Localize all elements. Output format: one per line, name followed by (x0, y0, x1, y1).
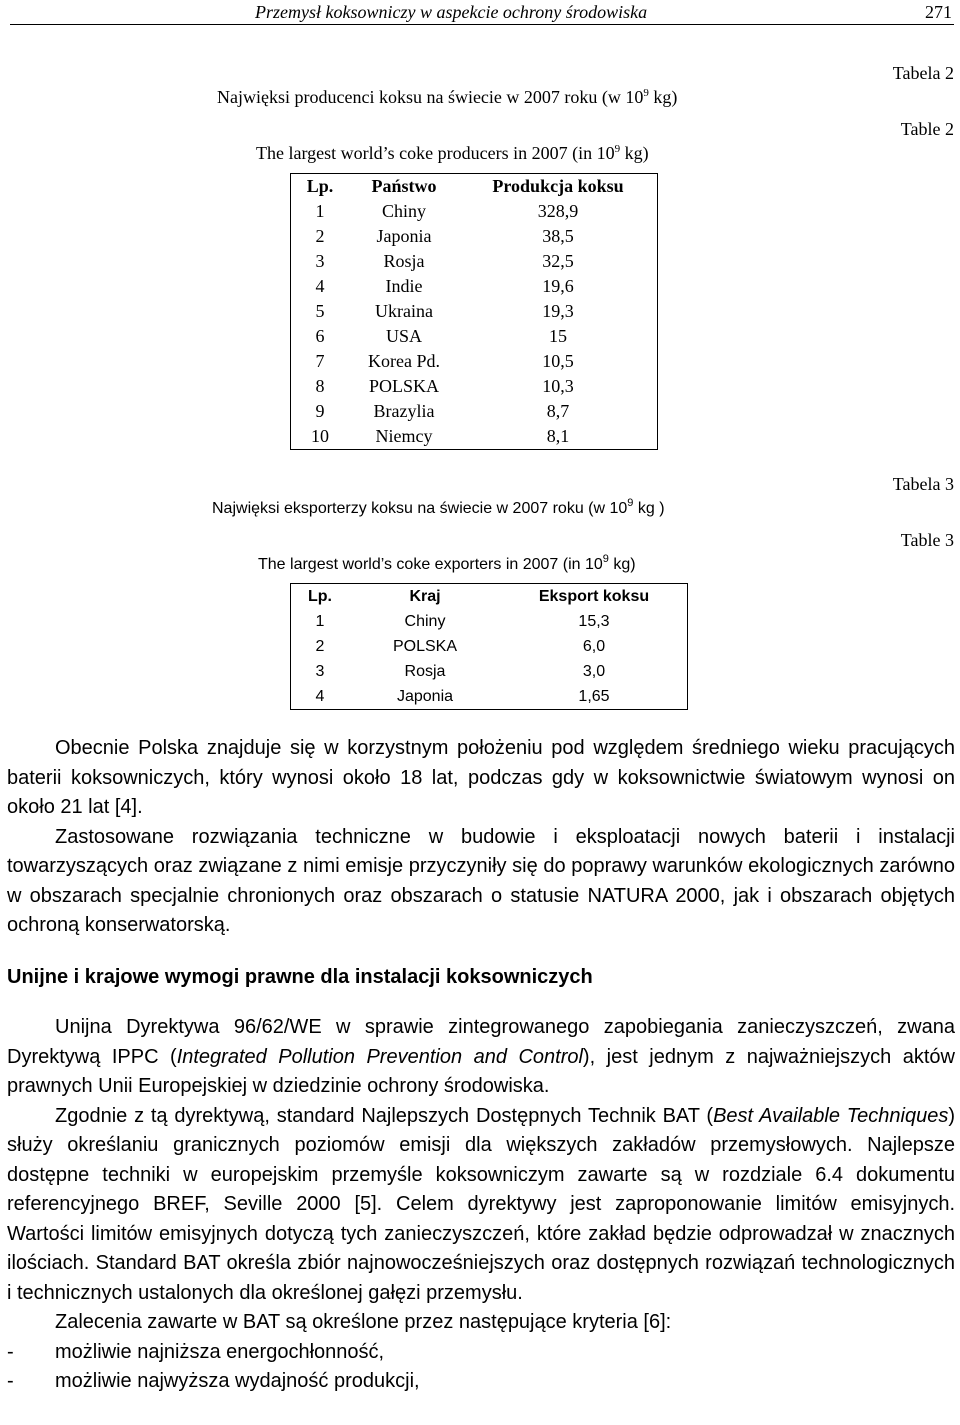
table2-label-en: Table 2 (900, 119, 954, 139)
table-row (291, 349, 658, 374)
table-cell: Chiny (404, 613, 446, 630)
table-cell: Korea Pd. (368, 351, 440, 371)
column-header: Lp. (306, 176, 334, 196)
table-row (291, 274, 658, 299)
table-cell: 1 (315, 201, 325, 221)
table-cell: 3 (315, 251, 325, 271)
table-cell: 7 (315, 351, 325, 371)
table-cell: Rosja (383, 251, 425, 271)
table-cell: 38,5 (542, 226, 574, 246)
table-row (291, 299, 658, 324)
column-header: Kraj (409, 588, 441, 605)
table-cell: 4 (315, 688, 325, 705)
table-cell: 1 (315, 613, 325, 630)
table-cell: 15,3 (578, 613, 610, 630)
table-row (291, 224, 658, 249)
table-cell: USA (385, 326, 422, 346)
table-row (291, 399, 658, 424)
table-cell: 6 (315, 326, 325, 346)
table-cell: Japonia (396, 688, 454, 705)
table-row (291, 609, 688, 634)
table-cell: 10,3 (542, 376, 574, 396)
table3-label-en: Table 3 (900, 530, 954, 550)
table-cell: 8,1 (546, 426, 570, 446)
table-cell: 9 (315, 401, 325, 421)
paragraph-technical-solutions: Zastosowane rozwiązania techniczne w budowie i eksploatacji nowych baterii i instalacji towarzyszących oraz związane z nimi emisje przyczyniły się do poprawy warunków ekologicznych zarówno w obszarach specjalnie chronionych oraz obszarach o statusie NATURA 2000, jak i obszarach objętych ochroną konserwatorską. (7, 825, 955, 936)
list-item: - możliwie najniższa energochłonność, (7, 1340, 385, 1363)
section-heading: Unijne i krajowe wymogi prawne dla instalacji koksowniczych (7, 966, 593, 988)
table2-caption-pl: Najwięksi producenci koksu na świecie w 2007 roku (w $10^9$ kg) (217, 87, 678, 107)
table-cell: Ukraina (375, 301, 433, 321)
table-cell: 8,7 (546, 401, 570, 421)
running-header-title: Przemysł koksowniczy w aspekcie ochrony środowiska (255, 2, 648, 22)
table-cell: 32,5 (542, 251, 574, 271)
table-row (291, 659, 688, 684)
table3-caption-pl: Najwięksi eksporterzy koksu na świecie w 2007 roku (w $10^9$ kg ) (212, 497, 665, 517)
table-row (291, 324, 658, 349)
table-cell: 2 (315, 638, 325, 655)
table2-label-pl: Tabela 2 (892, 63, 954, 83)
table-cell: 6,0 (582, 638, 606, 655)
paragraph-criteria: Zalecenia zawarte w BAT są określone przez następujące kryteria [6]: (55, 1311, 672, 1333)
table-cell: Indie (385, 276, 423, 296)
table2-caption-en: The largest world’s coke producers in 2007 (in $10^9$ kg) (256, 143, 649, 163)
table-cell: 4 (315, 276, 325, 296)
table-row (291, 684, 688, 710)
table2-coke-producers (290, 173, 658, 450)
table-cell: Chiny (381, 201, 426, 221)
page-number: 271 (925, 2, 952, 22)
table-cell: POLSKA (368, 376, 439, 396)
table-row (291, 424, 658, 450)
table-cell: 2 (315, 226, 325, 246)
table-cell: 10 (311, 426, 329, 446)
column-header: Eksport koksu (538, 588, 650, 605)
table-cell: 15 (549, 326, 567, 346)
table-cell: Japonia (376, 226, 432, 246)
table3-coke-exporters (290, 583, 688, 710)
table-row (291, 249, 658, 274)
column-header: Produkcja koksu (492, 176, 624, 196)
table-cell: POLSKA (392, 638, 458, 655)
paragraph-average-age: Obecnie Polska znajduje się w korzystnym położeniu pod względem średniego wieku pracujących baterii koksowniczych, który wynosi około 18 lat, podczas gdy w koksownictwie światowym wynosi on około 21 lat [4]. (7, 737, 955, 818)
table-cell: 10,5 (542, 351, 574, 371)
table-cell: 1,65 (578, 688, 610, 705)
table-cell: 19,3 (542, 301, 574, 321)
table-cell: 5 (315, 301, 325, 321)
paragraph-bat: Zgodnie z tą dyrektywą, standard Najlepszych Dostępnych Technik BAT (Best Available Techniques) służy określaniu granicznych poziomów emisji dla większych zakładów przemysłowych. Najlepsze dostępne techniki w europejskim przemyśle koksowniczym zawarte są w rozdziale 6.4 dokumentu referencyjnego BREF, Seville 2000 [5]. Celem dyrektywy jest zaproponowanie limitów emisyjnych. Wartości limitów emisyjnych dotyczą tych zanieczyszczeń, które zakład będzie odprowadzał w znacznych ilościach. Standard BAT określa zbiór najnowocześniejszych oraz dostępnych rozwiązań technologicznych i technicznych ustalonych dla określonej gałęzi przemysłu. (7, 1104, 955, 1304)
column-header: Lp. (308, 588, 332, 605)
table-row (291, 199, 658, 224)
table-row (291, 634, 688, 659)
running-header (10, 0, 954, 25)
table-row (291, 374, 658, 399)
table-cell: Brazylia (373, 401, 435, 421)
table3-label-pl: Tabela 3 (892, 474, 954, 494)
table-header-row (291, 174, 658, 200)
table-cell: 328,9 (537, 201, 579, 221)
table-cell: Niemcy (375, 426, 433, 446)
table-cell: 19,6 (542, 276, 574, 296)
table3-caption-en: The largest world’s coke exporters in 2007 (in $10^9$ kg) (258, 553, 636, 573)
paragraph-ippc: Unijna Dyrektywa 96/62/WE w sprawie zintegrowanego zapobiegania zanieczyszczeń, zwana Dyrektywą IPPC (Integrated Pollution Prevention and Control), jest jednym z najważniejszych aktów prawnych Unii Europejskiej w dziedzinie ochrony środowiska. (7, 1016, 955, 1097)
table-cell: 8 (315, 376, 325, 396)
list-item: - możliwie najwyższa wydajność produkcji, (7, 1370, 420, 1392)
table-cell: Rosja (404, 663, 446, 680)
table-cell: 3,0 (582, 663, 606, 680)
table-cell: 3 (315, 663, 325, 680)
column-header: Państwo (371, 176, 437, 196)
intro-text (7, 734, 955, 941)
section-body (7, 1013, 955, 1397)
table-header-row (291, 584, 688, 610)
